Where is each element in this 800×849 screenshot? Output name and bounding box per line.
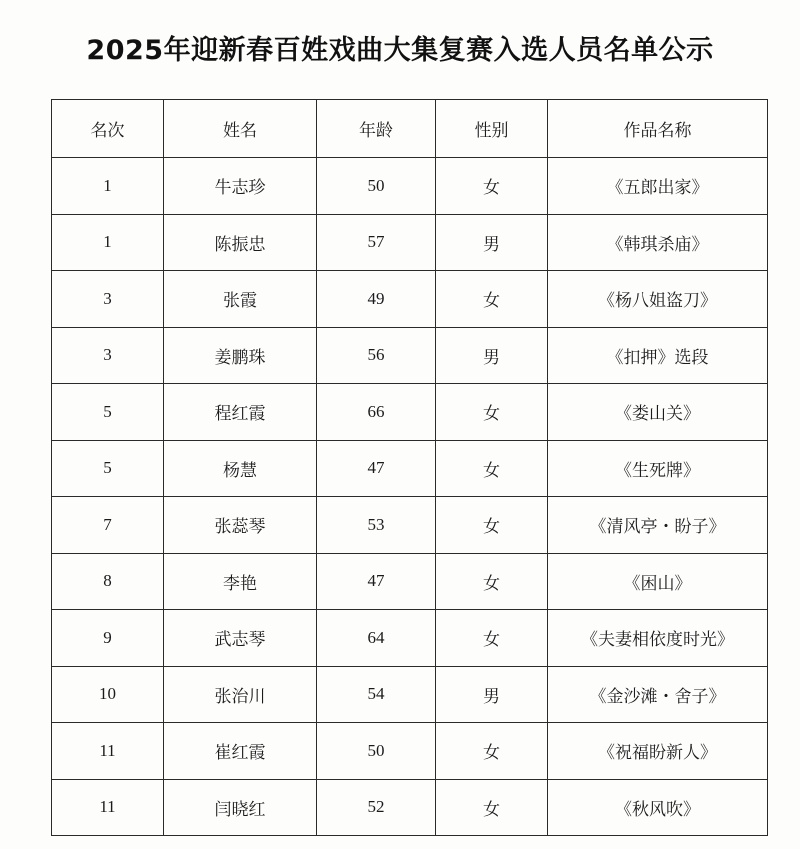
table-row <box>52 779 768 836</box>
roster-table <box>51 99 768 836</box>
cell-gender: 男 <box>436 327 548 384</box>
header-work: 作品名称 <box>548 100 768 158</box>
table-header-row <box>52 100 768 158</box>
cell-rank: 11 <box>52 723 164 780</box>
cell-work: 《清风亭・盼子》 <box>548 497 768 554</box>
header-rank: 名次 <box>52 100 164 158</box>
cell-rank: 10 <box>52 666 164 723</box>
cell-rank: 3 <box>52 327 164 384</box>
cell-rank: 1 <box>52 158 164 215</box>
cell-name: 陈振忠 <box>164 214 317 271</box>
table-row <box>52 327 768 384</box>
cell-rank: 3 <box>52 271 164 328</box>
cell-name: 张治川 <box>164 666 317 723</box>
cell-gender: 女 <box>436 271 548 328</box>
cell-age: 50 <box>317 723 436 780</box>
cell-name: 崔红霞 <box>164 723 317 780</box>
cell-work: 《困山》 <box>548 553 768 610</box>
cell-gender: 女 <box>436 779 548 836</box>
cell-work: 《秋风吹》 <box>548 779 768 836</box>
table-row <box>52 271 768 328</box>
cell-rank: 8 <box>52 553 164 610</box>
cell-name: 李艳 <box>164 553 317 610</box>
cell-age: 47 <box>317 553 436 610</box>
header-name: 姓名 <box>164 100 317 158</box>
header-age: 年龄 <box>317 100 436 158</box>
cell-rank: 5 <box>52 440 164 497</box>
cell-gender: 女 <box>436 497 548 554</box>
cell-work: 《夫妻相依度时光》 <box>548 610 768 667</box>
cell-gender: 男 <box>436 666 548 723</box>
cell-age: 64 <box>317 610 436 667</box>
cell-gender: 女 <box>436 384 548 441</box>
cell-rank: 7 <box>52 497 164 554</box>
table-row <box>52 440 768 497</box>
cell-name: 牛志珍 <box>164 158 317 215</box>
cell-work: 《扣押》选段 <box>548 327 768 384</box>
cell-rank: 1 <box>52 214 164 271</box>
table-row <box>52 158 768 215</box>
cell-name: 姜鹏珠 <box>164 327 317 384</box>
cell-age: 66 <box>317 384 436 441</box>
cell-gender: 女 <box>436 158 548 215</box>
table-row <box>52 214 768 271</box>
cell-age: 57 <box>317 214 436 271</box>
cell-gender: 男 <box>436 214 548 271</box>
cell-work: 《杨八姐盗刀》 <box>548 271 768 328</box>
document-title: 2025年迎新春百姓戏曲大集复赛入选人员名单公示 <box>86 35 714 66</box>
cell-age: 56 <box>317 327 436 384</box>
table-row <box>52 666 768 723</box>
cell-work: 《祝福盼新人》 <box>548 723 768 780</box>
cell-name: 武志琴 <box>164 610 317 667</box>
cell-work: 《金沙滩・舍子》 <box>548 666 768 723</box>
cell-name: 张霞 <box>164 271 317 328</box>
header-gender: 性别 <box>436 100 548 158</box>
cell-age: 49 <box>317 271 436 328</box>
cell-work: 《五郎出家》 <box>548 158 768 215</box>
table-row <box>52 384 768 441</box>
cell-gender: 女 <box>436 723 548 780</box>
table-row <box>52 610 768 667</box>
table-row <box>52 497 768 554</box>
cell-gender: 女 <box>436 440 548 497</box>
table-row <box>52 553 768 610</box>
cell-name: 张蕊琴 <box>164 497 317 554</box>
cell-work: 《生死牌》 <box>548 440 768 497</box>
cell-rank: 5 <box>52 384 164 441</box>
cell-age: 53 <box>317 497 436 554</box>
cell-rank: 9 <box>52 610 164 667</box>
table-row <box>52 723 768 780</box>
cell-name: 杨慧 <box>164 440 317 497</box>
cell-age: 50 <box>317 158 436 215</box>
cell-age: 52 <box>317 779 436 836</box>
cell-work: 《韩琪杀庙》 <box>548 214 768 271</box>
cell-gender: 女 <box>436 610 548 667</box>
cell-name: 闫晓红 <box>164 779 317 836</box>
cell-work: 《娄山关》 <box>548 384 768 441</box>
cell-gender: 女 <box>436 553 548 610</box>
cell-age: 54 <box>317 666 436 723</box>
cell-rank: 11 <box>52 779 164 836</box>
cell-age: 47 <box>317 440 436 497</box>
cell-name: 程红霞 <box>164 384 317 441</box>
